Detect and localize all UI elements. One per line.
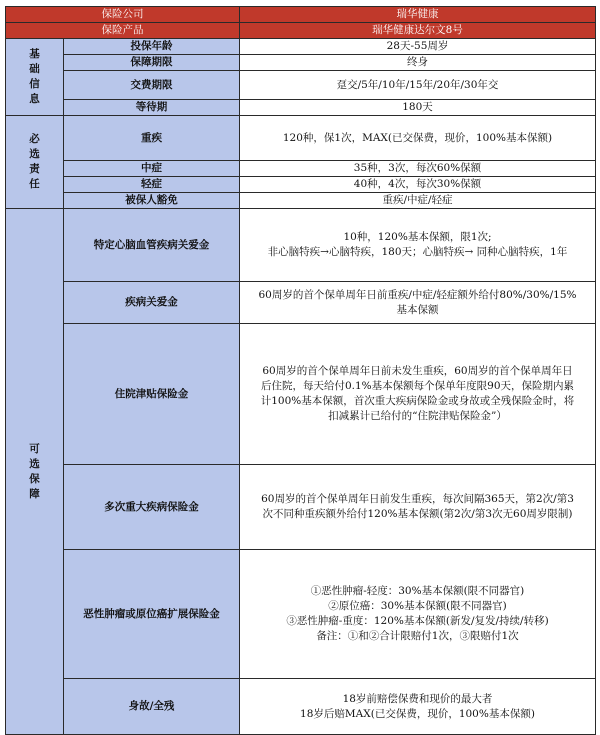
row-value-mild: 40种，4次，每次30%保额 [240, 177, 596, 193]
table-row [6, 55, 596, 71]
company-label: 保险公司 [6, 7, 240, 23]
header-row-company [6, 7, 596, 23]
header-row-product [6, 23, 596, 39]
table-row [6, 177, 596, 193]
table-row [6, 465, 596, 550]
row-label-cancer-ext: 恶性肿瘤或原位癌扩展保险金 [64, 550, 240, 679]
row-value-moderate: 35种，3次，每次60%保额 [240, 161, 596, 177]
row-label-hospital: 住院津贴保险金 [64, 324, 240, 465]
row-value-care-fund: 60周岁的首个保单周年日前重疾/中症/轻症额外给付80%/30%/15% 基本保额 [240, 282, 596, 324]
product-value: 瑞华健康达尔文8号 [240, 23, 596, 39]
row-value-payment: 趸交/5年/10年/15年/20年/30年交 [240, 71, 596, 100]
row-value-cancer-ext: ①恶性肿瘤-轻度：30%基本保额(限不同器官) ②原位癌：30%基本保额(限不同器官) ③恶性肿瘤-重度：120%基本保额(新发/复发/持续/转移) 备注：①和②合计限赔付1次，③限赔付1次 [240, 550, 596, 679]
row-label-term: 保障期限 [64, 55, 240, 71]
row-value-waiver: 重疾/中症/轻症 [240, 193, 596, 209]
row-value-term: 终身 [240, 55, 596, 71]
row-label-payment: 交费期限 [64, 71, 240, 100]
table-row [6, 282, 596, 324]
insurance-comparison-table [5, 6, 596, 735]
table-row [6, 550, 596, 679]
table-row [6, 100, 596, 116]
row-value-multi-critical: 60周岁的首个保单周年日前发生重疾，每次间隔365天，第2次/第3 次不同种重疾额外给付120%基本保额(第2次/第3次无60周岁限制) [240, 465, 596, 550]
row-label-cardio: 特定心脑血管疾病关爱金 [64, 209, 240, 282]
row-label-critical: 重疾 [64, 116, 240, 161]
company-value: 瑞华健康 [240, 7, 596, 23]
row-label-care-fund: 疾病关爱金 [64, 282, 240, 324]
table-row [6, 193, 596, 209]
row-value-cardio: 10种，120%基本保额，限1次; 非心脑特疾→心脑特疾，180天；心脑特疾→ 同种心脑特疾，1年 [240, 209, 596, 282]
row-value-waiting: 180天 [240, 100, 596, 116]
row-value-hospital: 60周岁的首个保单周年日前未发生重疾，60周岁的首个保单周年日 后住院，每天给付0.1%基本保额每个保单年度限90天，保险期内累 计100%基本保额，首次重大疾病保险金或身故或全残保险金时，将 扣减累计已给付的“住院津贴保险金”） [240, 324, 596, 465]
row-value-critical: 120种，保1次，MAX(已交保费，现价，100%基本保额) [240, 116, 596, 161]
row-label-death: 身故/全残 [64, 679, 240, 735]
product-label: 保险产品 [6, 23, 240, 39]
table-row [6, 161, 596, 177]
table-row [6, 39, 596, 55]
table-row [6, 116, 596, 161]
row-label-waiver: 被保人豁免 [64, 193, 240, 209]
row-label-waiting: 等待期 [64, 100, 240, 116]
row-value-death: 18岁前赔偿保费和现价的最大者 18岁后赔MAX(已交保费，现价，100%基本保额) [240, 679, 596, 735]
table-row [6, 71, 596, 100]
category-basic-info: 基 础 信 息 [6, 39, 64, 116]
row-label-age: 投保年龄 [64, 39, 240, 55]
row-value-age: 28天-55周岁 [240, 39, 596, 55]
row-label-multi-critical: 多次重大疾病保险金 [64, 465, 240, 550]
table-row [6, 679, 596, 735]
category-required: 必 选 责 任 [6, 116, 64, 209]
category-optional: 可 选 保 障 [6, 209, 64, 735]
row-label-mild: 轻症 [64, 177, 240, 193]
table-row [6, 209, 596, 282]
table-row [6, 324, 596, 465]
row-label-moderate: 中症 [64, 161, 240, 177]
